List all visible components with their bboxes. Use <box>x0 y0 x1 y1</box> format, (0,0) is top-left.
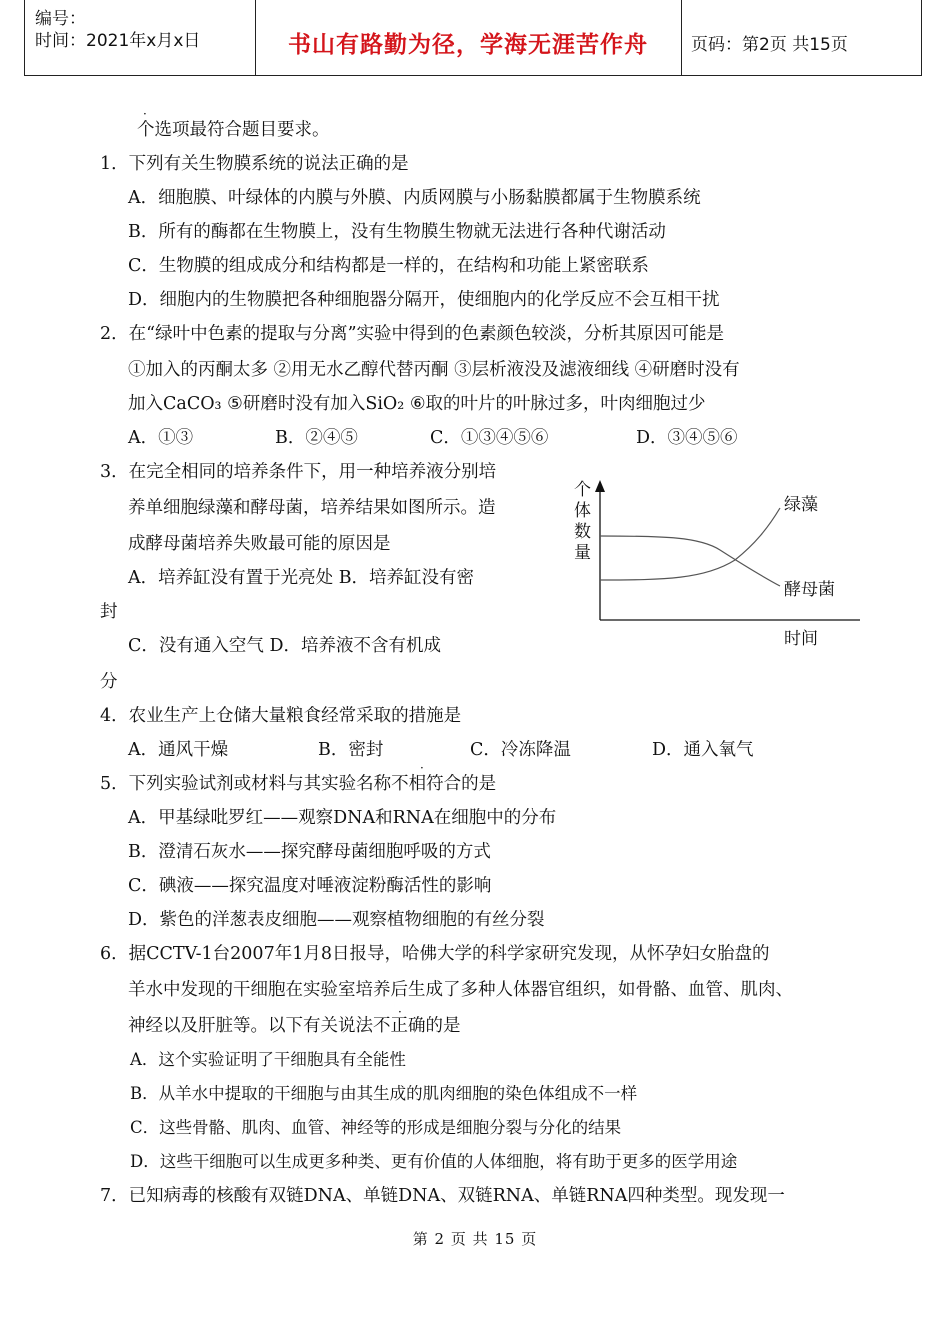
option-6d: D．这些干细胞可以生成更多种类、更有价值的人体细胞，将有助于更多的医学用途 <box>130 1152 738 1171</box>
question-2-items: 加入CaCO₃ ⑤研磨时没有加入SiO₂ ⑥取的叶片的叶脉过多，叶肉细胞过少 <box>128 394 706 414</box>
series-label-green-algae: 绿藻 <box>784 495 818 515</box>
y-axis-label: 体 <box>574 501 591 521</box>
option-5b: B．澄清石灰水——探究酵母菌细胞呼吸的方式 <box>128 842 491 862</box>
header-meta-cell <box>25 0 256 75</box>
y-axis-label: 个 <box>574 480 591 500</box>
text-line: 分 <box>100 672 118 692</box>
option-2c: C．①③④⑤⑥ <box>430 428 549 448</box>
doc-date-label: 时间：2021年x月x日 <box>35 31 201 51</box>
emphasis-dot: · <box>143 107 147 121</box>
text-line: 封 <box>100 602 118 622</box>
question-3: 成酵母菌培养失败最可能的原因是 <box>128 534 391 554</box>
question-7: 7．已知病毒的核酸有双链DNA、单链DNA、双链RNA、单链RNA四种类型。现发现一 <box>100 1186 785 1206</box>
option-3ab: A．培养缸没有置于光亮处 B．培养缸没有密 <box>128 568 475 588</box>
text-line: 个选项最符合题目要求。 <box>137 120 330 140</box>
option-1d: D．细胞内的生物膜把各种细胞器分隔开，使细胞内的化学反应不会互相干扰 <box>128 290 720 310</box>
option-4d: D．通入氧气 <box>652 740 754 760</box>
page-header <box>24 0 922 76</box>
header-page-cell <box>681 0 921 75</box>
header-motto-cell <box>255 0 682 75</box>
question-2: 2．在“绿叶中色素的提取与分离”实验中得到的色素颜色较淡，分析其原因可能是 <box>100 324 725 344</box>
option-1a: A．细胞膜、叶绿体的内膜与外膜、内质网膜与小肠黏膜都属于生物膜系统 <box>128 188 701 208</box>
option-5d: D．紫色的洋葱表皮细胞——观察植物细胞的有丝分裂 <box>128 910 545 930</box>
option-6a: A．这个实验证明了干细胞具有全能性 <box>130 1050 406 1069</box>
series-label-yeast: 酵母菌 <box>784 580 835 600</box>
option-1b: B．所有的酶都在生物膜上，没有生物膜生物就无法进行各种代谢活动 <box>128 222 666 242</box>
y-axis-label: 量 <box>574 543 591 563</box>
header-motto: 书山有路勤为径，学海无涯苦作舟 <box>288 32 648 58</box>
y-axis-arrow-icon <box>595 480 605 492</box>
header-page-info: 页码：第2页 共15页 <box>691 35 848 55</box>
series-line-green-algae <box>600 508 780 580</box>
option-4b: B．密封 <box>318 740 384 760</box>
option-3cd: C．没有通入空气 D．培养液不含有机成 <box>128 636 441 656</box>
question-3: 养单细胞绿藻和酵母菌，培养结果如图所示。造 <box>128 498 496 518</box>
emphasis-dot: · <box>420 761 424 775</box>
option-4a: A．通风干燥 <box>128 740 229 760</box>
x-axis-label: 时间 <box>784 629 818 649</box>
question-4: 4．农业生产上仓储大量粮食经常采取的措施是 <box>100 706 462 726</box>
option-1c: C．生物膜的组成成分和结构都是一样的，在结构和功能上紧密联系 <box>128 256 649 276</box>
option-2a: A．①③ <box>128 428 194 448</box>
question-6: 羊水中发现的干细胞在实验室培养后生成了多种人体器官组织，如骨骼、血管、肌肉、 <box>128 980 793 1000</box>
question-6: 神经以及肝脏等。以下有关说法不正确的是 <box>128 1016 461 1036</box>
option-5c: C．碘液——探究温度对唾液淀粉酶活性的影响 <box>128 876 492 896</box>
option-5a: A．甲基绿吡罗红——观察DNA和RNA在细胞中的分布 <box>128 808 557 828</box>
doc-code-label: 编号： <box>35 9 86 29</box>
emphasis-dot: · <box>398 1005 402 1019</box>
option-6b: B．从羊水中提取的干细胞与由其生成的肌肉细胞的染色体组成不一样 <box>130 1084 638 1103</box>
question-5: 5．下列实验试剂或材料与其实验名称不相符合的是 <box>100 774 497 794</box>
option-2d: D．③④⑤⑥ <box>636 428 738 448</box>
y-axis-label: 数 <box>574 522 591 542</box>
page-footer: 第 2 页 共 15 页 <box>412 1230 538 1248</box>
option-6c: C．这些骨骼、肌肉、血管、神经等的形成是细胞分裂与分化的结果 <box>130 1118 622 1137</box>
growth-curve-figure <box>570 478 860 653</box>
question-2-items: ①加入的丙酮太多 ②用无水乙醇代替丙酮 ③层析液没及滤液细线 ④研磨时没有 <box>128 360 740 380</box>
option-4c: C．冷冻降温 <box>470 740 571 760</box>
question-1: 1．下列有关生物膜系统的说法正确的是 <box>100 154 409 174</box>
question-6: 6．据CCTV-1台2007年1月8日报导，哈佛大学的科学家研究发现，从怀孕妇女胎盘的 <box>100 944 770 964</box>
question-3: 3．在完全相同的培养条件下，用一种培养液分别培 <box>100 462 497 482</box>
option-2b: B．②④⑤ <box>275 428 358 448</box>
